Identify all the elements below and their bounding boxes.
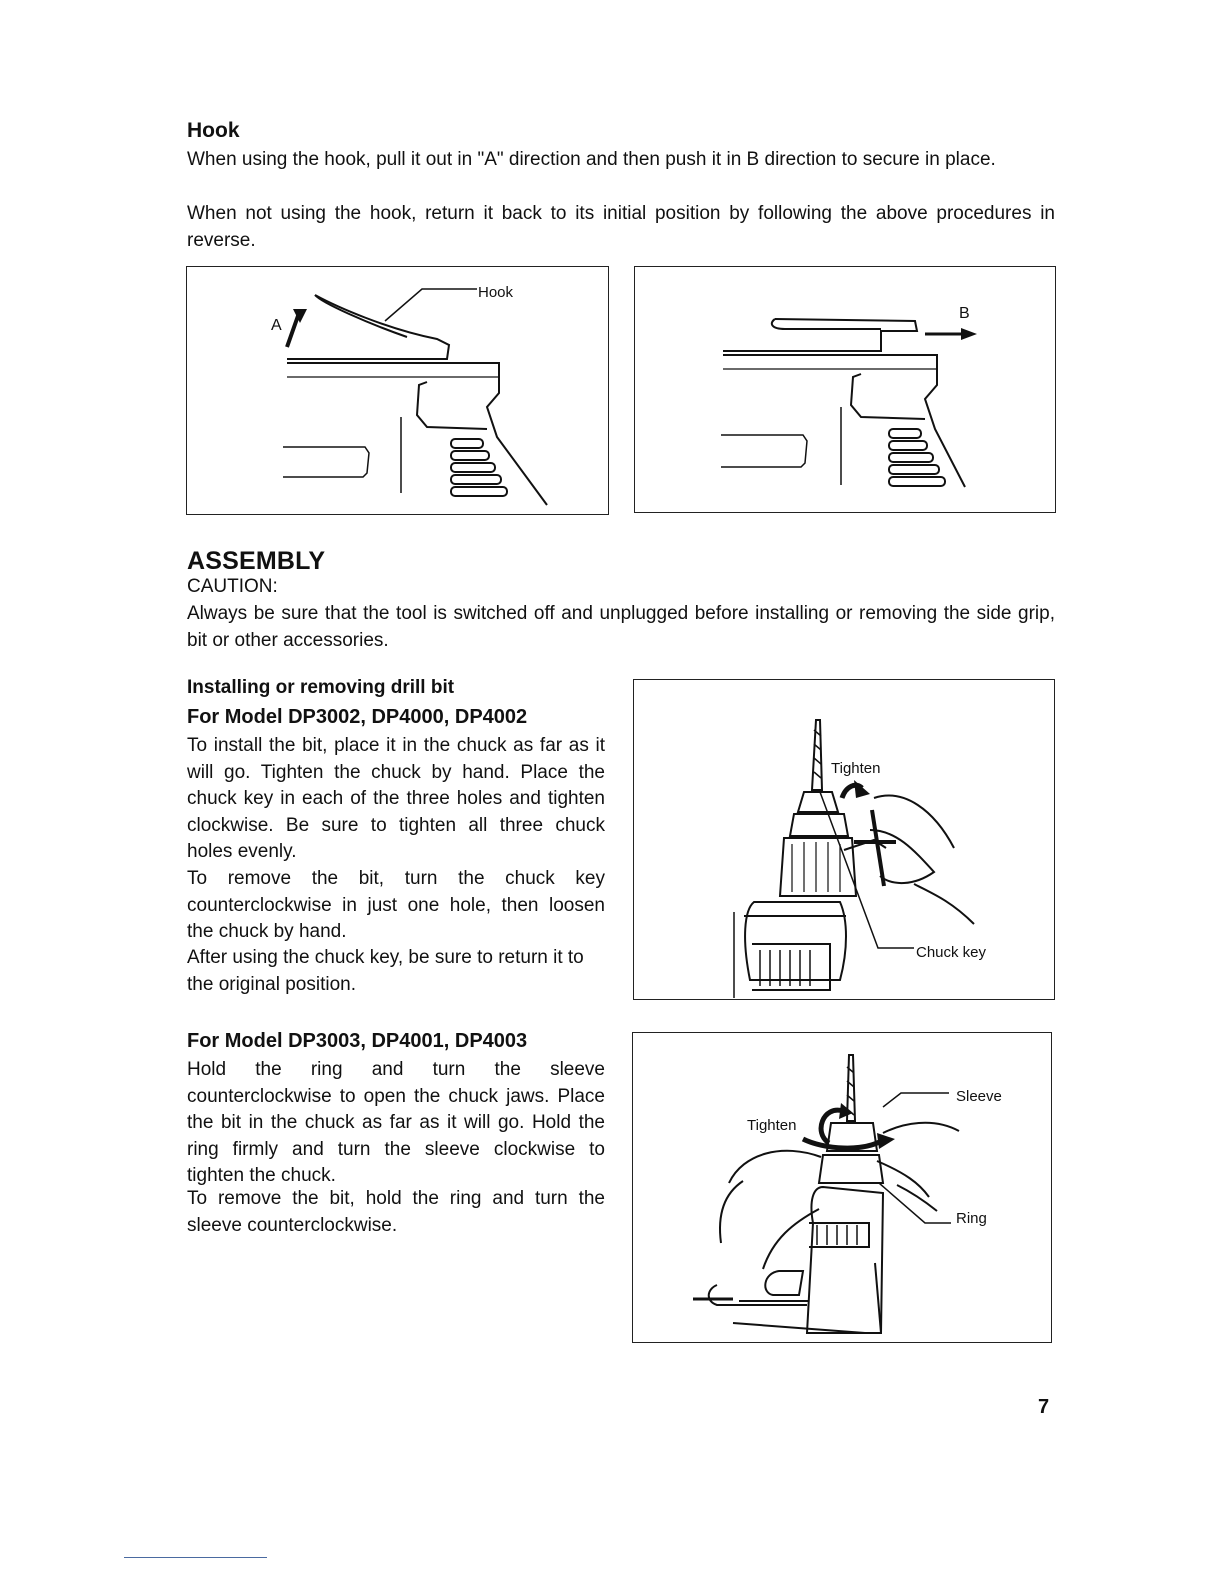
- hook-figure-a: [186, 266, 609, 515]
- hook-figure-b: [634, 266, 1056, 513]
- model-a-heading: For Model DP3002, DP4000, DP4002: [187, 706, 528, 728]
- model-b-heading: For Model DP3003, DP4001, DP4003: [187, 1030, 528, 1052]
- hook-figure-b-drawing: [635, 267, 1054, 511]
- model-a-paragraph-1: To install the bit, place it in the chuck as far as it will go. Tighten the chuck by hand. Place the chuck key in each of the three holes and tighten clockwise. Be sure to tighten all three chuck holes evenly.: [187, 735, 605, 862]
- hook-heading: Hook: [187, 119, 240, 142]
- page-number: 7: [1038, 1396, 1050, 1418]
- hook-label: Hook: [478, 284, 514, 301]
- footer-rule: [124, 1557, 267, 1558]
- assembly-heading: ASSEMBLY: [187, 547, 326, 575]
- hook-figure-a-drawing: [187, 267, 607, 513]
- model-a-paragraph-2: To remove the bit, turn the chuck key counterclockwise in just one hole, then loosen the chuck by hand.: [187, 868, 605, 942]
- sleeve-label: Sleeve: [956, 1088, 1002, 1105]
- hook-paragraph-2: When not using the hook, return it back to its initial position by following the above procedures in reverse.: [187, 203, 1055, 251]
- model-b-paragraph-1: Hold the ring and turn the sleeve counterclockwise to open the chuck jaws. Place the bit in the chuck as far as it will go. Hold the ring firmly and turn the sleeve clockwise to tighten the chuck.: [187, 1059, 605, 1186]
- hook-paragraph-1: When using the hook, pull it out in "A" direction and then push it in B direction to secure in place.: [187, 149, 996, 170]
- model-a-paragraph-3: After using the chuck key, be sure to return it to the original position.: [187, 947, 584, 995]
- sleeve-ring-drawing: [633, 1033, 1050, 1341]
- direction-b-label: B: [959, 305, 970, 322]
- sleeve-ring-figure: [632, 1032, 1052, 1343]
- drill-bit-heading: Installing or removing drill bit: [187, 677, 455, 698]
- chuck-key-drawing: [634, 680, 1053, 998]
- caution-label: CAUTION:: [187, 576, 278, 597]
- caution-text: Always be sure that the tool is switched off and unplugged before installing or removing the side grip, bit or other accessories.: [187, 603, 1055, 651]
- ring-label: Ring: [956, 1210, 987, 1227]
- direction-a-label: A: [271, 317, 282, 334]
- chuck-key-label: Chuck key: [916, 944, 987, 961]
- model-b-paragraph-2: To remove the bit, hold the ring and turn the sleeve counterclockwise.: [187, 1188, 605, 1236]
- chuck-key-figure: [633, 679, 1055, 1000]
- tighten-label-2: Tighten: [747, 1117, 797, 1134]
- tighten-label-1: Tighten: [831, 760, 881, 777]
